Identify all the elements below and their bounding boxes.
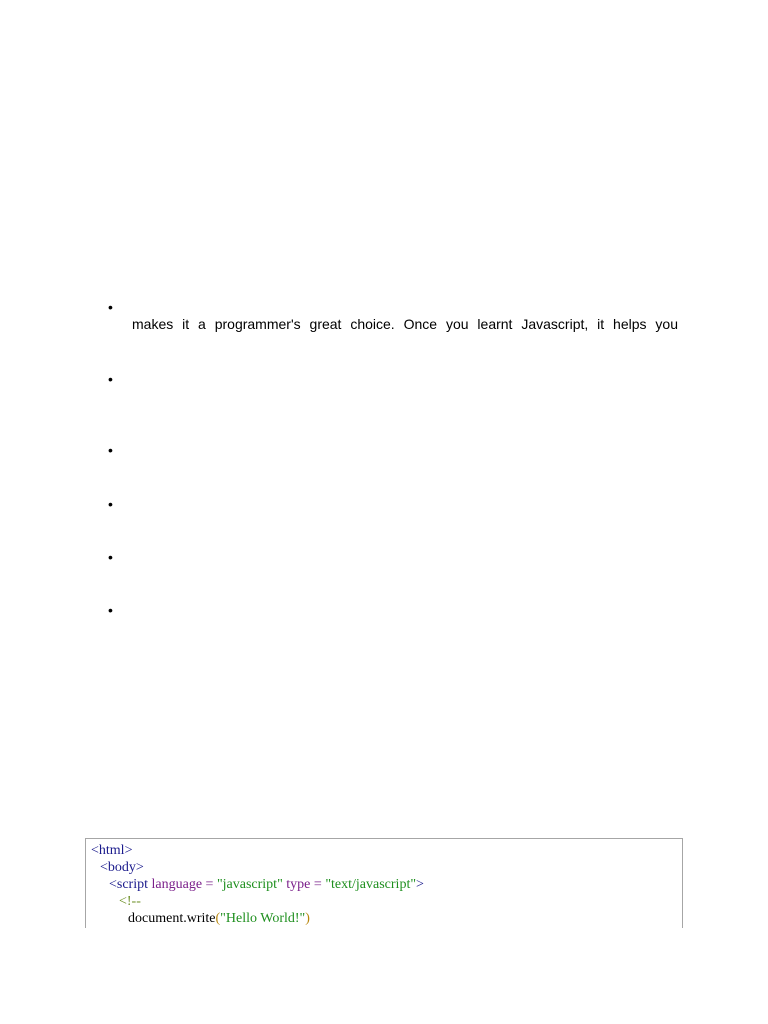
html-comment-open: <!-- — [119, 894, 141, 909]
body-open-tag: <body> — [100, 860, 144, 875]
bullet-marker: • — [108, 299, 113, 315]
bullet-marker: • — [108, 442, 113, 458]
equals-sign: = — [310, 877, 326, 892]
bullet-marker: • — [108, 371, 113, 387]
code-line-html — [91, 842, 132, 859]
equals-sign: = — [202, 877, 217, 892]
code-line-document-write — [128, 910, 310, 927]
code-line-script — [109, 876, 424, 893]
hello-world-string: "Hello World!" — [220, 911, 306, 926]
bullet-marker: • — [108, 602, 113, 618]
language-value: "javascript" — [216, 877, 283, 892]
script-close-bracket: > — [416, 877, 424, 892]
bullet-marker: • — [108, 549, 113, 565]
code-block — [85, 838, 683, 928]
document-write-call: document.write — [128, 911, 216, 926]
type-attr: type — [286, 877, 311, 892]
code-line-body — [100, 859, 144, 876]
script-open-tag: <script — [109, 877, 148, 892]
language-attr: language — [151, 877, 203, 892]
bullet-marker: • — [108, 496, 113, 512]
html-open-tag: <html> — [91, 843, 133, 858]
code-line-comment — [119, 893, 141, 910]
bullet-item-text: makes it a programmer's great choice. Once you learnt Javascript, it helps you — [132, 316, 678, 332]
right-paren: ) — [305, 911, 310, 926]
left-paren: ( — [215, 911, 221, 926]
type-value: "text/javascript" — [325, 877, 417, 892]
